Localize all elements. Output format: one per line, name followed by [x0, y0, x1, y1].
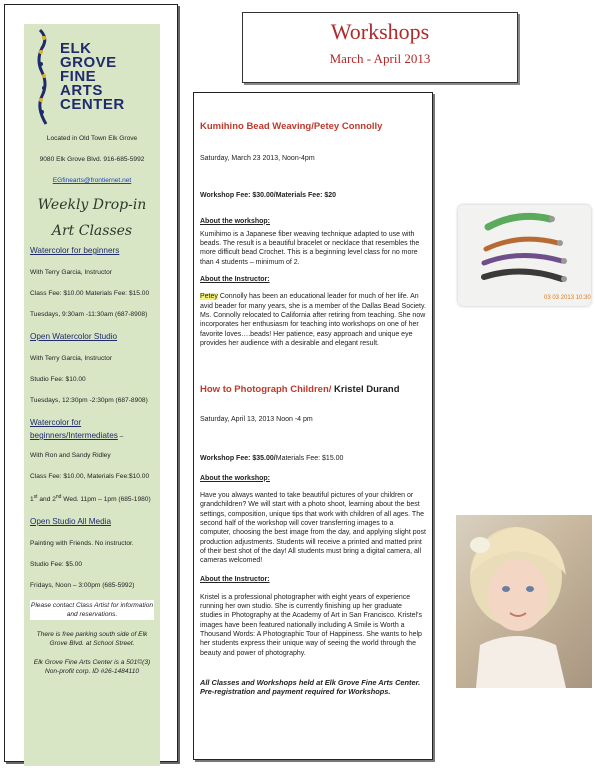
- email-link[interactable]: EGfinearts@frontiernet.net: [52, 177, 132, 184]
- dropin-subheading: Art Classes: [51, 223, 133, 239]
- about-instructor-text: Petey Connolly has been an educational leader for much of her life. An avid beader for many years, she is a member of the Dallas Bead Society. Ms. Connolly relocated to California after retiring from teaching. She now incorporates her enthusiasm for teaching into workshops on one of her favorite loves….beads! Her patience, easy approach and unique eye provides her audience with a desirable and elegant result.: [200, 293, 426, 347]
- class-title-block: [30, 415, 154, 441]
- workshops-box: [193, 92, 433, 760]
- about-instructor-text: Kristel is a professional photographer with eight years of experience running her own studio. She is currently finishing up her graduate studies in Photography at the Academy of Art in San Francisco. Kristel's images have been featured nationally including A Smile is Worth a Thousand Words: A Photographic Tour of Happiness. She wants to help her students express their unique way of seeing the world through the beauty and power of photography.: [200, 593, 422, 657]
- contact-note: Please contact Class Artist for information and reservations.: [30, 602, 154, 619]
- class-instructor: With Terry Garcia, Instructor: [30, 269, 112, 276]
- class-instructor: Painting with Friends. No instructor.: [30, 540, 134, 548]
- registration-note: All Classes and Workshops held at Elk Grove Fine Arts Center. Pre-registration and payment required for Workshops.: [200, 677, 421, 697]
- logo-text-center: CENTER: [60, 96, 125, 113]
- class-title: Watercolor for beginners/Intermediates: [30, 418, 118, 440]
- class-fee: Studio Fee: $10.00: [30, 376, 86, 383]
- class-time: 1st and 2nd Wed. 11pm – 1pm (685-1980): [30, 494, 151, 504]
- dropin-heading: Weekly Drop-in: [37, 197, 147, 213]
- about-workshop-heading: About the workshop:: [200, 474, 270, 482]
- bracelet-photo: [458, 205, 591, 306]
- logo-text-fine: FINE: [60, 68, 97, 85]
- workshop-date: Saturday, April 13, 2013 Noon -4 pm: [200, 416, 313, 424]
- logo-mark-icon: [32, 28, 62, 126]
- page-subtitle: March - April 2013: [329, 51, 431, 66]
- class-title: Watercolor for beginners: [30, 246, 120, 255]
- logo: [30, 24, 154, 124]
- logo-text-arts: ARTS: [60, 82, 103, 99]
- workshop-fee: Workshop Fee: $35.00/Materials Fee: $15.00: [200, 455, 344, 463]
- workshop-date: Saturday, March 23 2013, Noon-4pm: [200, 155, 315, 162]
- class-fee: Class Fee: $10.00, Materials Fee:$10.00: [30, 473, 150, 480]
- logo-text-grove: GROVE: [60, 54, 117, 71]
- about-workshop-heading: About the workshop:: [200, 217, 270, 225]
- class-time: Tuesdays, 12:30pm -2:30pm (687-8908): [30, 397, 148, 404]
- page-title: Workshops: [330, 19, 430, 44]
- instructor-name-highlight: Petey: [200, 293, 218, 301]
- class-title-suffix: –: [117, 433, 124, 440]
- class-time: Fridays, Noon – 3:00pm (685-5992): [30, 582, 135, 590]
- workshop-title: How to Photograph Children/ Kristel Durand: [200, 384, 400, 396]
- parking-note: There is free parking south side of Elk Grove Blvd. at School Street.: [36, 631, 148, 648]
- location-text: Located in Old Town Elk Grove: [46, 135, 138, 142]
- class-fee: Class Fee: $10.00 Materials Fee: $15.00: [30, 290, 150, 297]
- class-fee: Studio Fee: $5.00: [30, 561, 83, 569]
- class-title: Open Watercolor Studio: [30, 332, 118, 341]
- class-title: Open Studio All Media: [30, 517, 112, 527]
- logo-text-elk: ELK: [60, 40, 92, 57]
- about-instructor-heading: About the Instructor:: [200, 276, 270, 284]
- nonprofit-note: Elk Grove Fine Arts Center is a 501©(3) Non-profit corp. ID #26-1484110: [33, 659, 151, 676]
- child-photo: [456, 515, 592, 688]
- class-instructor: With Ron and Sandy Ridley: [30, 452, 111, 459]
- about-workshop-text: Kumihimo is a Japanese fiber weaving technique adapted to use with beads. The result is a beautiful bracelet or necklace that resembles the more difficult bead Crochet. This is a beginning level class for no more than 4 students – minimum of 2.: [200, 230, 420, 266]
- workshop-fee: Workshop Fee: $30.00/Materials Fee: $20: [200, 192, 337, 200]
- photo-date-stamp: 03 03 2013 10:30: [544, 295, 591, 301]
- class-time: Tuesdays, 9:30am -11:30am (687-8908): [30, 311, 148, 318]
- about-instructor-heading: About the Instructor:: [200, 576, 270, 584]
- workshop-title: Kumihino Bead Weaving/Petey Connolly: [200, 121, 383, 132]
- header-box: [242, 12, 518, 83]
- address-text: 9080 Elk Grove Blvd. 916-685-5992: [39, 156, 145, 163]
- sidebar: [24, 24, 160, 766]
- class-instructor: With Terry Garcia, Instructor: [30, 355, 112, 362]
- about-workshop-text: Have you always wanted to take beautiful pictures of your children or grandchildren? We will start with a photo shoot, learning about the best settings, composition, unique tips that work with children of all ages. The second half of the workshop will cover transferring images to a computer, choosing the best image from the day, and applying slight post production adjustments. Students will receive a printed and matted print of their best shot of the day! All students must bring a digital camera, all cameras welcomed!: [200, 492, 426, 565]
